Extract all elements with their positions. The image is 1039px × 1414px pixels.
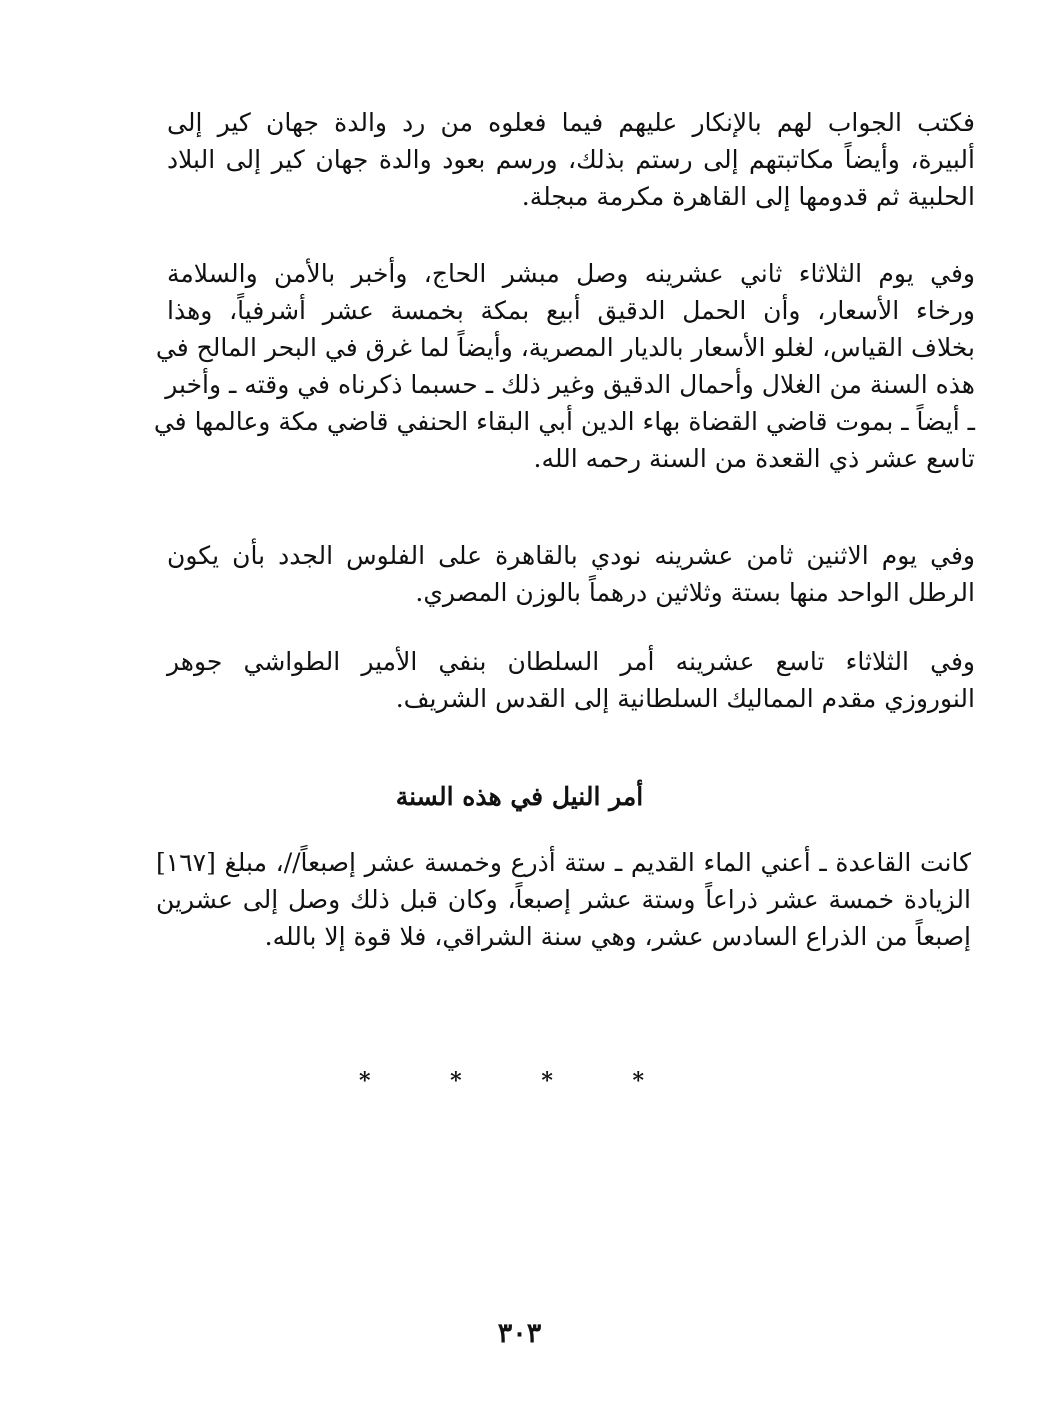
section-heading: أمر النيل في هذه السنة [395, 782, 644, 811]
text-line: بخلاف القياس، لغلو الأسعار بالديار المصرية، وأيضاً لما غرق في البحر المالح في [155, 333, 975, 362]
text-line: الرطل الواحد منها بستة وثلاثين درهماً بالوزن المصري. [415, 578, 975, 607]
text-line: الزيادة خمسة عشر ذراعاً وستة عشر إصبعاً، وكان قبل ذلك وصل إلى عشرين [156, 885, 971, 914]
text-line: وفي يوم الاثنين ثامن عشرينه نودي بالقاهرة على الفلوس الجدد بأن يكون [167, 541, 975, 570]
text-line: ألبيرة، وأيضاً مكاتبتهم إلى رستم بذلك، ورسم بعود والدة جهان كير إلى البلاد [167, 145, 975, 174]
text-line: ـ أيضاً ـ بموت قاضي القضاة بهاء الدين أبي البقاء الحنفي قاضي مكة وعالمها في [153, 407, 975, 436]
text-line: كانت القاعدة ـ أعني الماء القديم ـ ستة أذرع وخمسة عشر إصبعاً//، مبلغ [١٦٧] [156, 848, 971, 877]
text-line: النوروزي مقدم المماليك السلطانية إلى القدس الشريف. [395, 684, 975, 713]
text-line: هذه السنة من الغلال وأحمال الدقيق وغير ذلك ـ حسبما ذكرناه في وقته ـ وأخبر [165, 370, 975, 399]
paragraph-copper-coins [167, 537, 975, 611]
paragraph-jahan-kir [167, 104, 975, 215]
text-line: وفي يوم الثلاثاء ثاني عشرينه وصل مبشر الحاج، وأخبر بالأمن والسلامة [167, 259, 975, 288]
page-number: ٣٠٣ [497, 1318, 542, 1349]
text-line: تاسع عشر ذي القعدة من السنة رحمه الله. [533, 444, 975, 473]
paragraph-exile-jawhar [167, 643, 975, 717]
text-line: إصبعاً من الذراع السادس عشر، وهي سنة الشراقي، فلا قوة إلا بالله. [264, 922, 971, 951]
text-line: ورخاء الأسعار، وأن الحمل الدقيق أبيع بمكة بخمسة عشر أشرفياً، وهذا [167, 296, 975, 325]
paragraph-hajj-herald [153, 255, 975, 477]
text-line: الحلبية ثم قدومها إلى القاهرة مكرمة مبجلة. [521, 182, 975, 211]
paragraph-nile-level [156, 844, 971, 955]
asterisk-ornament: * * * * [359, 1068, 680, 1094]
text-line: وفي الثلاثاء تاسع عشرينه أمر السلطان بنفي الأمير الطواشي جوهر [167, 647, 975, 676]
text-line: فكتب الجواب لهم بالإنكار عليهم فيما فعلوه من رد والدة جهان كير إلى [167, 108, 975, 137]
